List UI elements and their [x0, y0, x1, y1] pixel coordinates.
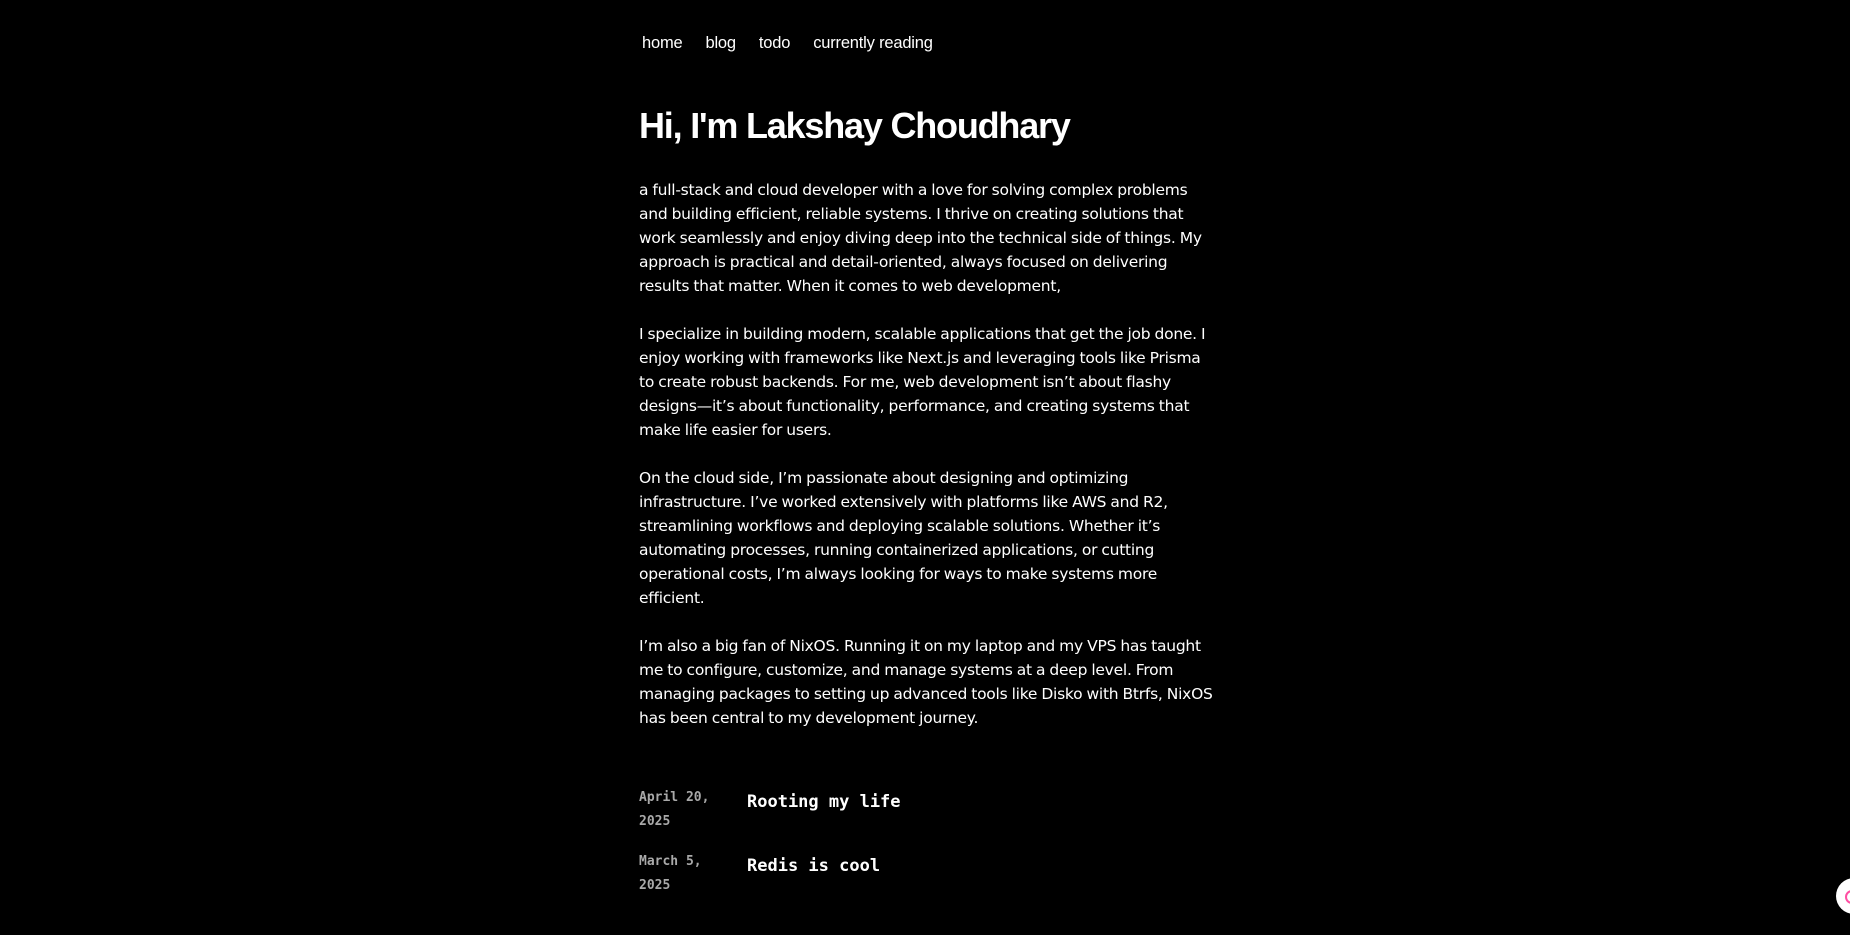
post-list — [639, 786, 1219, 898]
page-title: Hi, I'm Lakshay Choudhary — [639, 105, 1070, 146]
post-date — [639, 786, 747, 834]
post-item — [639, 786, 1219, 834]
intro-paragraph-2: I specialize in building modern, scalable applications that get the job done. I enjoy working with frameworks like Next.js and leveraging tools like Prisma to create robust backends. For me, web development isn’t about flashy designs—it’s about functionality, performance, and creating systems that make life easier for users. — [639, 325, 1206, 439]
nav-link-currently-reading[interactable]: currently reading — [813, 34, 933, 52]
widget-icon — [1845, 890, 1850, 904]
post-date-day: April 20, — [639, 790, 710, 805]
intro-paragraph-3: On the cloud side, I’m passionate about designing and optimizing infrastructure. I’ve worked extensively with platforms like AWS and R2, streamlining workflows and deploying scalable solutions. Whether it’s automating processes, running containerized applications, or cutting operational costs, I’m always looking for ways to make systems more efficient. — [639, 469, 1168, 607]
post-date — [639, 850, 747, 898]
post-title-link[interactable]: Redis is cool — [747, 856, 881, 876]
post-item — [639, 850, 1219, 898]
nav-link-todo[interactable]: todo — [758, 34, 791, 52]
post-title-link[interactable]: Rooting my life — [747, 792, 901, 812]
intro-paragraph-1: a full-stack and cloud developer with a love for solving complex problems and building efficient, reliable systems. I thrive on creating solutions that work seamlessly and enjoy diving deep into the technical side of things. My approach is practical and detail-oriented, always focused on delivering results that matter. When it comes to web development, — [639, 181, 1202, 295]
top-nav — [640, 30, 954, 57]
floating-widget-button[interactable] — [1836, 878, 1850, 914]
intro-paragraph-4: I’m also a big fan of NixOS. Running it on my laptop and my VPS has taught me to configure, customize, and manage systems at a deep level. From managing packages to setting up advanced tools like Disko with Btrfs, NixOS has been central to my development journey. — [639, 637, 1213, 727]
nav-link-blog[interactable]: blog — [705, 34, 736, 52]
post-date-year: 2025 — [639, 814, 671, 829]
nav-link-home[interactable]: home — [642, 34, 683, 52]
post-date-year: 2025 — [639, 878, 671, 893]
main-content — [639, 100, 1219, 914]
post-date-day: March 5, — [639, 854, 702, 869]
